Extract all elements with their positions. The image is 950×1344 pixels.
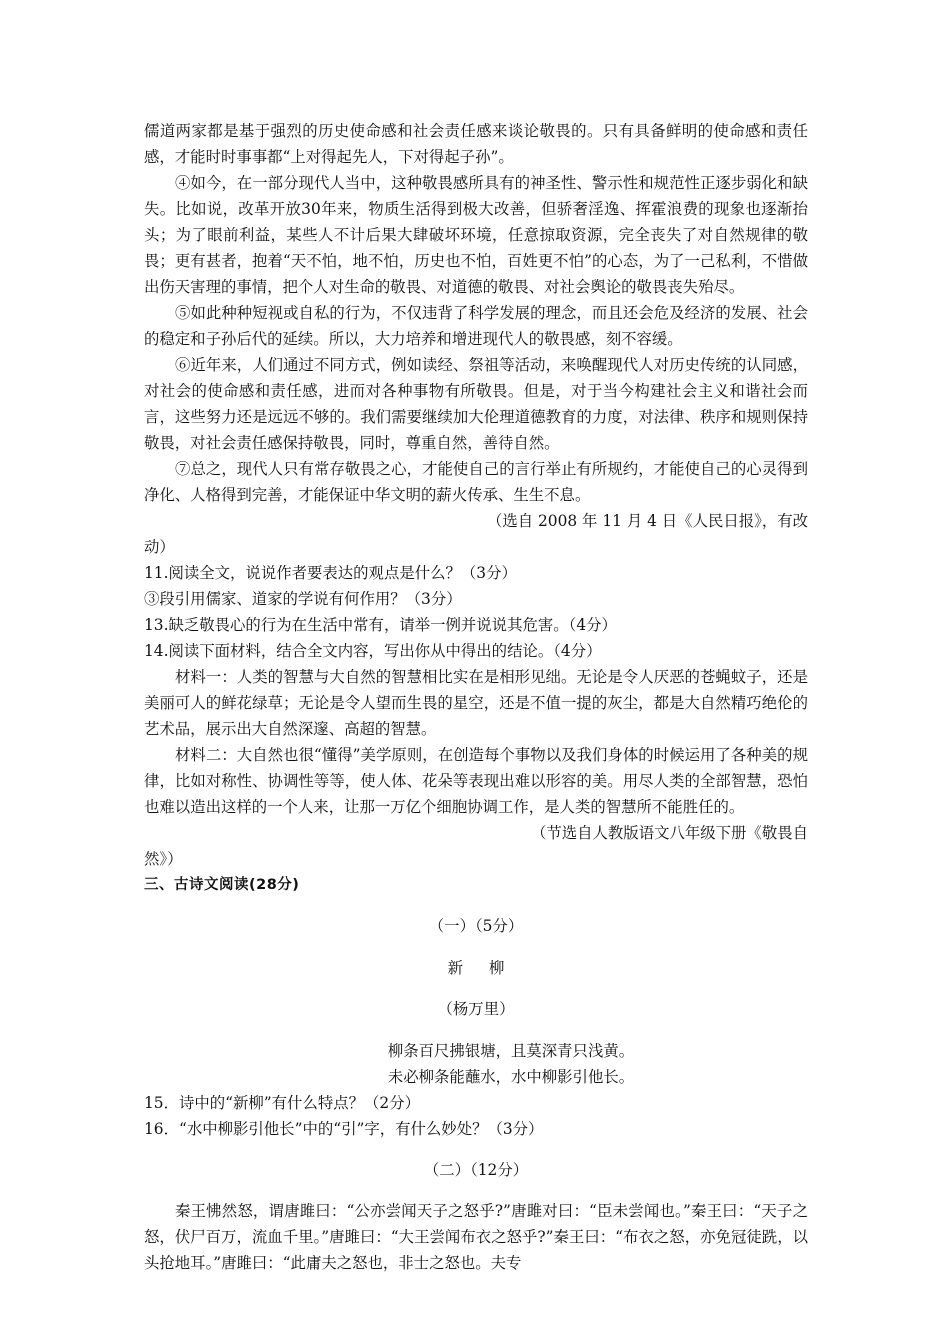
question-13: 13.缺乏敬畏心的行为在生活中常有，请举一例并说说其危害。（4分） — [144, 616, 617, 634]
material-two: 材料二：大自然也很“懂得”美学原则，在创造每个事物以及我们身体的时候运用了各种美的规律，比如对称性、协调性等等，使人体、花朵等表现出难以形容的美。用尽人类的全部智慧，恐怕也难以造出这样的一个人来，让那一万亿个细胞协调工作，是人类的智慧所不能胜任的。 — [144, 746, 808, 816]
poem-line-1: 柳条百尺拂银塘，且莫深青只浅黄。 — [387, 1041, 635, 1060]
section-heading: 三、古诗文阅读(28分) — [144, 877, 300, 893]
poem-title-char-2: 柳 — [489, 958, 505, 977]
question-15: 15．诗中的“新柳”有什么特点？（2分） — [144, 1093, 420, 1112]
classical-chinese-passage: 秦王怫然怒，谓唐雎曰：“公亦尝闻天子之怒乎?”唐雎对曰：“臣未尝闻也。”秦王曰：“天子之怒，伏尸百万，流血千里。”唐雎曰：“大王尝闻布衣之怒乎?”秦王曰：“布衣之怒，亦免冠徒跣，以头抢地耳。”唐雎曰：“此庸夫之怒也，非士之怒也。夫专 — [144, 1202, 808, 1273]
article-paragraph-6: ⑥近年来，人们通过不同方式，例如读经、祭祖等活动，来唤醒现代人对历史传统的认同感，对社会的使命感和责任感，进而对各种事物有所敬畏。但是，对于当今构建社会主义和谐社会而言，这些努力还是远远不够的。我们需要继续加大伦理道德教育的力度，对法律、秩序和规则保持敬畏，对社会责任感保持敬畏，同时，尊重自然，善待自然。 — [144, 356, 808, 452]
material-source-line-2: 然》） — [144, 850, 183, 868]
part-one-label: （一）（5分） — [428, 917, 524, 936]
material-one: 材料一：人类的智慧与大自然的智慧相比实在是相形见绌。无论是令人厌恶的苍蝇蚊子，还是美丽可人的鲜花绿草；无论是令人望而生畏的星空，还是不值一提的灰尘，都是大自然精巧绝伦的艺术品，展示出大自然深邃、高超的智慧。 — [144, 668, 808, 738]
poem-author: （杨万里） — [437, 1000, 515, 1019]
poem-line-2: 未必柳条能蘸水，水中柳影引他长。 — [387, 1067, 635, 1086]
article-paragraph-4: ④如今，在一部分现代人当中，这种敬畏感所具有的神圣性、警示性和规范性正逐步弱化和缺失。比如说，改革开放30年来，物质生活得到极大改善，但骄奢淫逸、挥霍浪费的现象也逐渐抬头；为了眼前利益，某些人不计后果大肆破坏环境，任意掠取资源，完全丧失了对自然规律的敬畏；更有甚者，抱着“天不怕，地不怕，历史也不怕，百姓更不怕”的心态，为了一己私利，不惜做出伤天害理的事情，把个人对生命的敬畏、对道德的敬畏、对社会舆论的敬畏丧失殆尽。 — [144, 174, 808, 296]
material-source-line-1: （节选自人教版语文八年级下册《敬畏自 — [530, 824, 808, 842]
question-16: 16．“水中柳影引他长”中的“引”字，有什么妙处？（3分） — [144, 1119, 544, 1138]
question-11: 11.阅读全文，说说作者要表达的观点是什么？（3分） — [144, 564, 517, 582]
question-14: 14.阅读下面材料，结合全文内容，写出你从中得出的结论。（4分） — [144, 642, 602, 660]
poem-title — [144, 955, 808, 981]
poem-title-char-1: 新 — [447, 958, 463, 977]
document-page — [144, 118, 808, 1276]
article-source-line-2: 动） — [144, 538, 175, 556]
article-paragraph-7: ⑦总之，现代人只有常存敬畏之心，才能使自己的言行举止有所规约，才能使自己的心灵得到净化、人格得到完善，才能保证中华文明的薪火传承、生生不息。 — [144, 460, 808, 504]
question-12: ③段引用儒家、道家的学说有何作用？（3分） — [144, 590, 462, 608]
article-paragraph-3-tail: 儒道两家都是基于强烈的历史使命感和社会责任感来谈论敬畏的。只有具备鲜明的使命感和责任感，才能时时事事都“上对得起先人，下对得起子孙”。 — [144, 122, 808, 166]
article-paragraph-5: ⑤如此种种短视或自私的行为，不仅违背了科学发展的理念，而且还会危及经济的发展、社会的稳定和子孙后代的延续。所以，大力培养和增进现代人的敬畏感，刻不容缓。 — [144, 304, 808, 348]
article-source-line-1: （选自 2008 年 11 月 4 日《人民日报》，有改 — [486, 512, 808, 530]
part-two-label: （二）（12分） — [423, 1160, 529, 1179]
